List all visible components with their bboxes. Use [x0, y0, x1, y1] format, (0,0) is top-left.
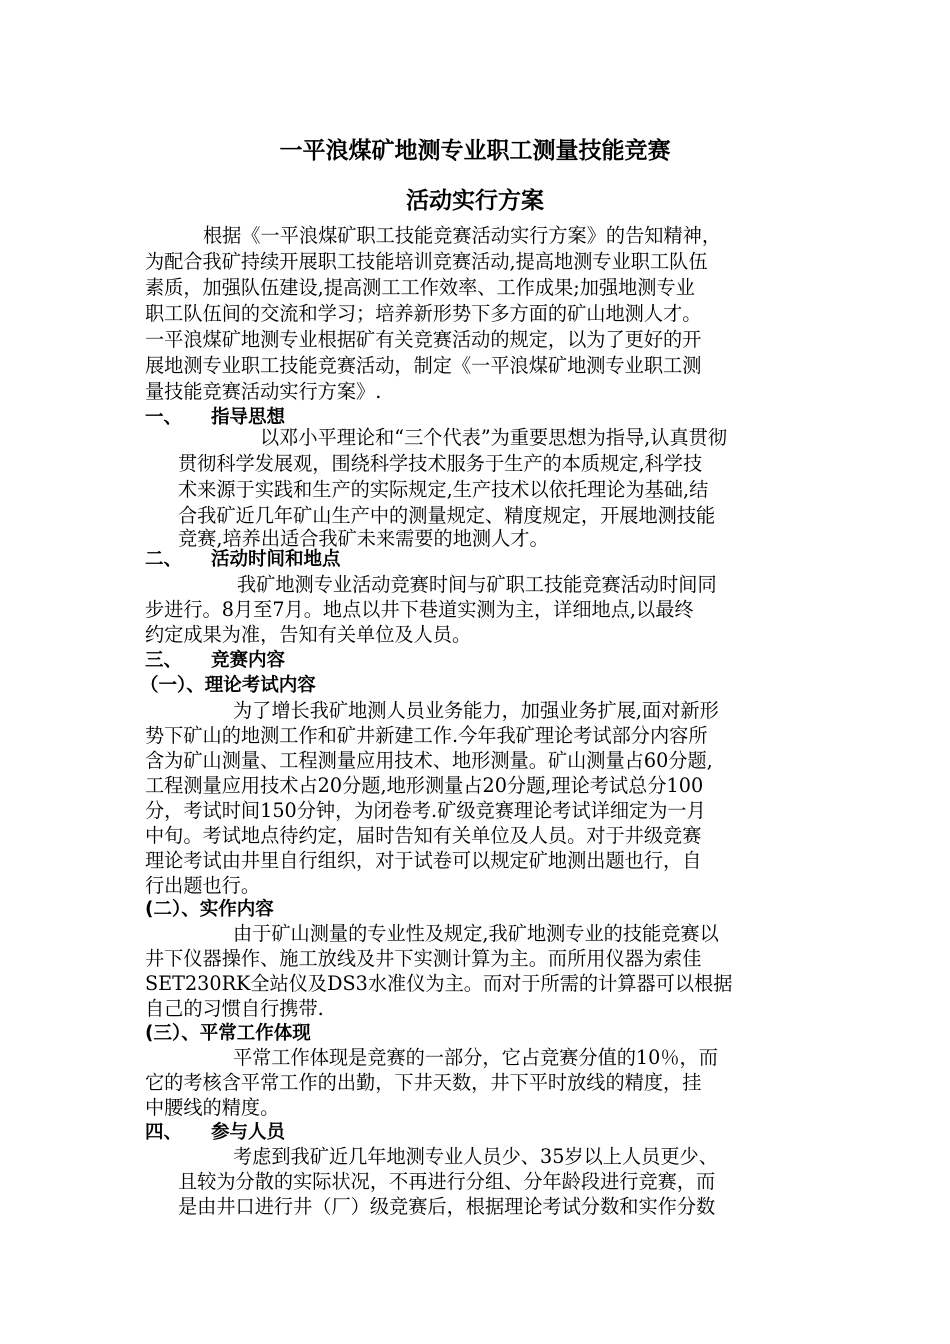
intro-line: 量技能竞赛活动实行方案》.	[145, 380, 382, 403]
section-number: 一、	[145, 407, 183, 428]
section-line: 且较为分散的实际状况，不再进行分组、分年龄段进行竞赛，而	[178, 1170, 716, 1193]
section-line: SET230RK全站仪及DS3水准仪为主。而对于所需的计算器可以根据	[145, 972, 733, 995]
intro-line: 素质，加强队伍建设,提高测工工作效率、工作成果;加强地测专业	[145, 276, 695, 299]
section-line: 合我矿近几年矿山生产中的测量规定、精度规定，开展地测技能	[178, 504, 716, 527]
subsection-heading-practical: (二）、实作内容	[145, 899, 274, 920]
section-line: 为了增长我矿地测人员业务能力，加强业务扩展,面对新形	[233, 699, 719, 722]
intro-line: 根据《一平浪煤矿职工技能竞赛活动实行方案》的告知精神，	[203, 224, 722, 247]
section-label: 参与人员	[211, 1122, 286, 1143]
intro-line: 职工队伍间的交流和学习；培养新形势下多方面的矿山地测人才。	[145, 302, 702, 325]
section-heading-time-place	[145, 547, 341, 573]
section-line: 势下矿山的地测工作和矿井新建工作.今年我矿理论考试部分内容所	[145, 724, 708, 747]
section-line: 平常工作体现是竞赛的一部分，它占竞赛分值的10％，而	[233, 1046, 718, 1069]
section-line: 是由井口进行井（厂）级竞赛后，根据理论考试分数和实作分数	[178, 1195, 716, 1218]
section-line: 约定成果为准，告知有关单位及人员。	[145, 623, 472, 646]
section-line: 以邓小平理论和“三个代表”为重要思想为指导,认真贯彻	[260, 426, 728, 449]
intro-line: 一平浪煤矿地测专业根据矿有关竞赛活动的规定，以为了更好的开	[145, 328, 702, 351]
section-line: 竞赛,培养出适合我矿未来需要的地测人才。	[178, 527, 549, 550]
section-line: 分，考试时间150分钟，为闭卷考.矿级竞赛理论考试详细定为一月	[145, 799, 706, 822]
section-line: 中腰线的精度。	[145, 1096, 280, 1119]
document-title-line1: 一平浪煤矿地测专业职工测量技能竞赛	[279, 138, 671, 164]
section-line: 理论考试由井里自行组织，对于试卷可以规定矿地测出题也行，自	[145, 849, 702, 872]
section-line: 井下仪器操作、施工放线及井下实测计算为主。而所用仪器为索佳	[145, 947, 702, 970]
section-line: 步进行。8月至7月。地点以井下巷道实测为主，详细地点,以最终	[145, 598, 694, 621]
document-title-line2: 活动实行方案	[406, 188, 544, 214]
section-line: 自己的习惯自行携带.	[145, 997, 324, 1020]
section-number: 三、	[145, 650, 183, 671]
section-line: 我矿地测专业活动竞赛时间与矿职工技能竞赛活动时间同	[237, 573, 717, 596]
section-line: 含为矿山测量、工程测量应用技术、地形测量。矿山测量占60分题,	[145, 749, 713, 772]
section-label: 竞赛内容	[211, 650, 286, 671]
section-line: 它的考核含平常工作的出勤，下井天数，井下平时放线的精度，挂	[145, 1071, 702, 1094]
section-number: 四、	[145, 1122, 183, 1143]
section-line: 术来源于实践和生产的实际规定,生产技术以依托理论为基础,结	[178, 478, 709, 501]
section-label: 活动时间和地点	[211, 549, 341, 570]
section-line: 考虑到我矿近几年地测专业人员少、35岁以上人员更少、	[233, 1145, 718, 1168]
section-line: 中旬。考试地点待约定，届时告知有关单位及人员。对于井级竞赛	[145, 824, 702, 847]
section-line: 工程测量应用技术占20分题,地形测量占20分题,理论考试总分100	[145, 774, 704, 797]
subsection-heading-daily-work: (三）、平常工作体现	[145, 1023, 311, 1044]
section-line: 贯彻科学发展观，围绕科学技术服务于生产的本质规定,科学技	[178, 452, 703, 475]
subsection-heading-theory-exam: （一）、理论考试内容	[140, 675, 316, 696]
section-label: 指导思想	[211, 407, 286, 428]
section-heading-contest-content	[145, 648, 285, 674]
section-number: 二、	[145, 549, 183, 570]
section-heading-participants	[145, 1120, 285, 1146]
intro-line: 为配合我矿持续开展职工技能培训竞赛活动,提高地测专业职工队伍	[145, 250, 708, 273]
section-line: 行出题也行。	[145, 874, 261, 897]
section-line: 由于矿山测量的专业性及规定,我矿地测专业的技能竞赛以	[233, 922, 719, 945]
intro-line: 展地测专业职工技能竞赛活动，制定《一平浪煤矿地测专业职工测	[145, 354, 702, 377]
